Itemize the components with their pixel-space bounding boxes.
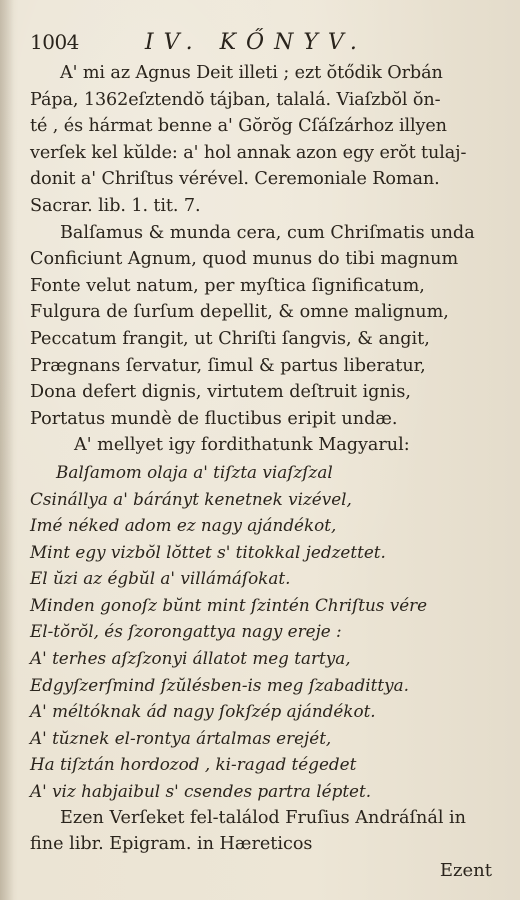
latin-verse-line: Dona defert dignis, virtutem deſtruit ignis,: [30, 382, 411, 403]
prose-line: donit a' Chriſtus vérével. Ceremoniale Roman.: [30, 169, 440, 190]
prose-line: Pápa, 1362eſztendŏ tájban, talalá. Viaſzbŏl ŏn-: [30, 89, 441, 110]
closing-line: fine libr. Epigram. in Hæreticos: [30, 834, 313, 855]
latin-verse-line: Conficiunt Agnum, quod munus do tibi magnum: [30, 249, 459, 270]
hungarian-verse-line: El ŭzi az égbŭl a' villámáſokat.: [30, 568, 291, 589]
hungarian-verse-line: A' méltóknak ád nagy ſokſzép ajándékot.: [30, 701, 376, 722]
hungarian-verse-line: Edgyſzerſmind ſzŭlésben-is meg ſzabadittya.: [30, 674, 409, 695]
hungarian-verse-line: Minden gonoſz bŭnt mint ſzintén Chriſtus vére: [30, 594, 428, 615]
page-header: [30, 30, 492, 60]
latin-verse-line: Peccatum frangit, ut Chriſti ſangvis, & angit,: [30, 328, 430, 349]
hungarian-verse-line: El-tŏrŏl, és ſzorongattya nagy ereje :: [30, 621, 342, 642]
latin-verse: [30, 220, 492, 433]
latin-verse-line: Portatus mundè de fluctibus eripit undæ.: [30, 408, 398, 429]
latin-verse-line: Fonte velut natum, per myſtica ſignificatum,: [30, 275, 425, 296]
closing-line: Ezen Verſeket fel-találod Fruſius Andráſnál in: [60, 807, 467, 828]
hungarian-verse-line: A' terhes aſzſzonyi állatot meg tartya,: [30, 648, 351, 669]
hungarian-verse-line: A' viz habjaibul s' csendes partra léptet.: [30, 781, 372, 802]
hungarian-verse-line: Csinállya a' bárányt kenetnek vizével,: [30, 488, 352, 509]
latin-verse-line: Prægnans ſervatur, ſimul & partus liberatur,: [30, 355, 426, 376]
hungarian-verse-line: Ha tiſztán hordozod , ki-ragad tégedet: [30, 754, 357, 775]
hungarian-verse-line: Balſamom olaja a' tiſzta viaſzſzal: [56, 461, 333, 482]
translation-intro: A' mellyet igy fordithatunk Magyarul:: [74, 435, 410, 456]
prose-line: Sacrar. lib. 1. tit. 7.: [30, 195, 201, 216]
gutter-shadow: [0, 0, 14, 900]
closing-note: [30, 805, 492, 858]
prose-intro: [30, 60, 492, 220]
latin-verse-line: Fulgura de ſurſum depellit, & omne malignum,: [30, 302, 449, 323]
prose-line: A' mi az Agnus Deit illeti ; ezt ŏtődik Orbán: [60, 63, 443, 83]
prose-line: té , és hármat benne a' Gŏrŏg Cſáſzárhoz illyen: [30, 116, 447, 137]
hungarian-verse-line: Imé néked adom ez nagy ajándékot,: [30, 515, 337, 536]
hungarian-verse: [30, 459, 492, 805]
page-number: 1004: [30, 30, 79, 54]
catchword: Ezent: [439, 859, 492, 881]
running-head: IV. KŐNYV.: [144, 30, 367, 55]
prose-line: verſek kel kŭlde: a' hol annak azon egy erŏt tulaj-: [30, 142, 467, 163]
hungarian-verse-line: Mint egy vizbŏl lŏttet s' titokkal jedzettet.: [30, 541, 386, 562]
latin-verse-line: Balſamus & munda cera, cum Chriſmatis unda: [60, 222, 475, 243]
hungarian-verse-line: A' tŭznek el-rontya ártalmas erejét,: [30, 727, 332, 748]
